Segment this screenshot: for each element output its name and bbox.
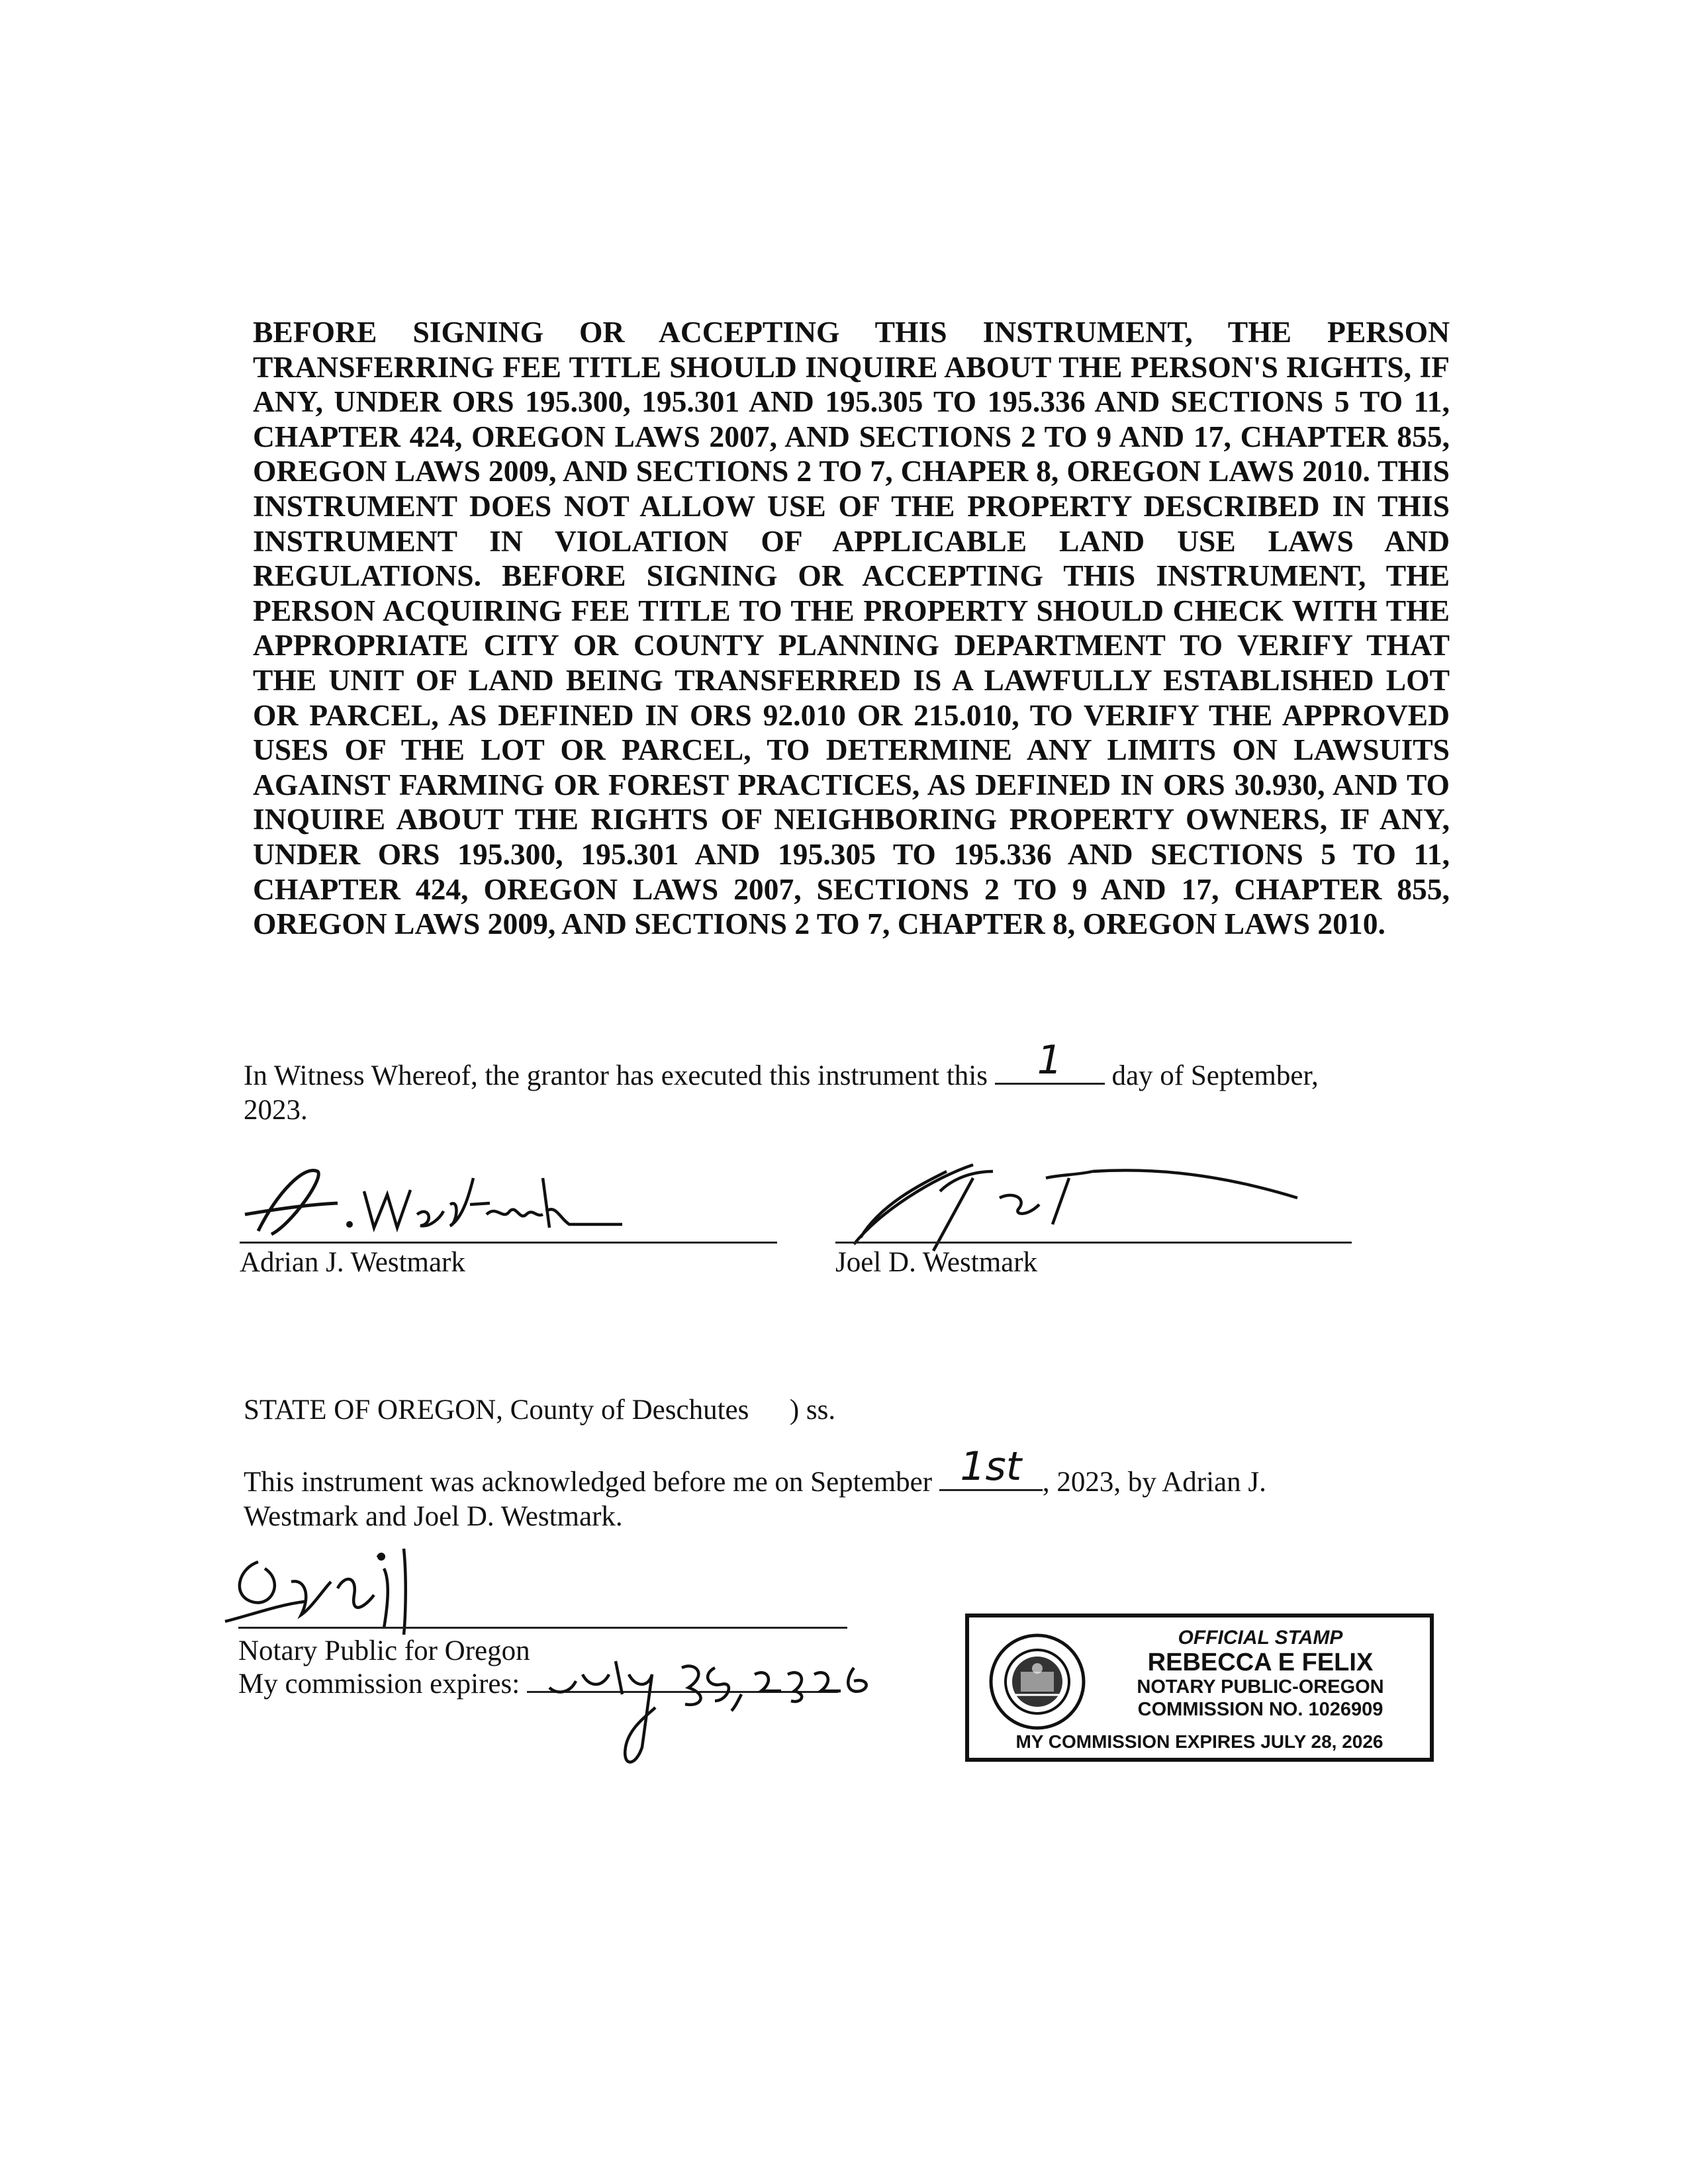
joel-name: Joel D. Westmark	[835, 1247, 1038, 1278]
venue-line	[244, 1394, 835, 1427]
ack-line2: Westmark and Joel D. Westmark.	[244, 1501, 623, 1532]
ack-text: This instrument was acknowledged before me on September	[244, 1467, 933, 1498]
stamp-commission-number: COMMISSION NO. 1026909	[1137, 1699, 1383, 1720]
witness-month-text: day of September,	[1111, 1060, 1319, 1091]
witness-day-blank	[995, 1037, 1105, 1085]
oregon-seal-icon	[988, 1632, 1087, 1731]
adrian-signature-image	[232, 1152, 629, 1251]
stamp-notary-public: NOTARY PUBLIC-OREGON	[1137, 1676, 1384, 1698]
venue-ss: ) ss.	[789, 1394, 836, 1426]
stamp-title: OFFICIAL STAMP	[1178, 1627, 1343, 1649]
ack-day-blank	[939, 1443, 1043, 1491]
land-use-warning-paragraph: BEFORE SIGNING OR ACCEPTING THIS INSTRUMENT, THE PERSON TRANSFERRING FEE TITLE SHOULD INQUIRE ABOUT THE PERSON'S RIGHTS, IF ANY, UNDER ORS 195.300, 195.301 AND 195.305 TO 195.336 AND SECTIONS 5 TO 11, CHAPTER 424, OREGON LAWS 2007, AND SECTIONS 2 TO 9 AND 17, CHAPTER 855, OREGON LAWS 2009, AND SECTIONS 2 TO 7, CHAPER 8, OREGON LAWS 2010. THIS INSTRUMENT DOES NOT ALLOW USE OF THE PROPERTY DESCRIBED IN THIS INSTRUMENT IN VIOLATION OF APPLICABLE LAND USE LAWS AND REGULATIONS. BEFORE SIGNING OR ACCEPTING THIS INSTRUMENT, THE PERSON ACQUIRING FEE TITLE TO THE PROPERTY SHOULD CHECK WITH THE APPROPRIATE CITY OR COUNTY PLANNING DEPARTMENT TO VERIFY THAT THE UNIT OF LAND BEING TRANSFERRED IS A LAWFULLY ESTABLISHED LOT OR PARCEL, AS DEFINED IN ORS 92.010 OR 215.010, TO VERIFY THE APPROVED USES OF THE LOT OR PARCEL, TO DETERMINE ANY LIMITS ON LAWSUITS AGAINST FARMING OR FOREST PRACTICES, AS DEFINED IN ORS 30.930, AND TO INQUIRE ABOUT THE RIGHTS OF NEIGHBORING PROPERTY OWNERS, IF ANY, UNDER ORS 195.300, 195.301 AND 195.305 TO 195.336 AND SECTIONS 5 TO 11, CHAPTER 424, OREGON LAWS 2007, SECTIONS 2 TO 9 AND 17, CHAPTER 855, OREGON LAWS 2009, AND SECTIONS 2 TO 7, CHAPTER 8, OREGON LAWS 2010.	[253, 315, 1450, 941]
official-notary-stamp	[965, 1614, 1434, 1762]
witness-text: In Witness Whereof, the grantor has executed this instrument this	[244, 1060, 988, 1091]
joel-signature-block	[835, 1242, 1352, 1279]
stamp-notary-name: REBECCA E FELIX	[1147, 1649, 1374, 1676]
adrian-signature-line	[240, 1242, 777, 1244]
adrian-name: Adrian J. Westmark	[240, 1247, 465, 1278]
venue-text: STATE OF OREGON, County of Deschutes	[244, 1394, 749, 1426]
notary-signature-line	[238, 1627, 847, 1629]
ack-day-handwritten: 1st	[960, 1443, 1022, 1490]
stamp-expiration: MY COMMISSION EXPIRES JULY 28, 2026	[1015, 1731, 1383, 1752]
notary-public-label: Notary Public for Oregon	[238, 1635, 530, 1666]
ack-text-after: , 2023, by Adrian J.	[1042, 1467, 1266, 1498]
commission-label: My commission expires:	[238, 1668, 520, 1700]
witness-year: 2023.	[244, 1095, 308, 1126]
witness-clause	[244, 1037, 1448, 1128]
acknowledgment-clause	[244, 1443, 1382, 1534]
commission-date-handwritten	[543, 1648, 887, 1774]
witness-day-handwritten: 1	[1037, 1037, 1062, 1083]
joel-signature-line	[835, 1242, 1352, 1244]
adrian-signature-block	[240, 1242, 777, 1279]
